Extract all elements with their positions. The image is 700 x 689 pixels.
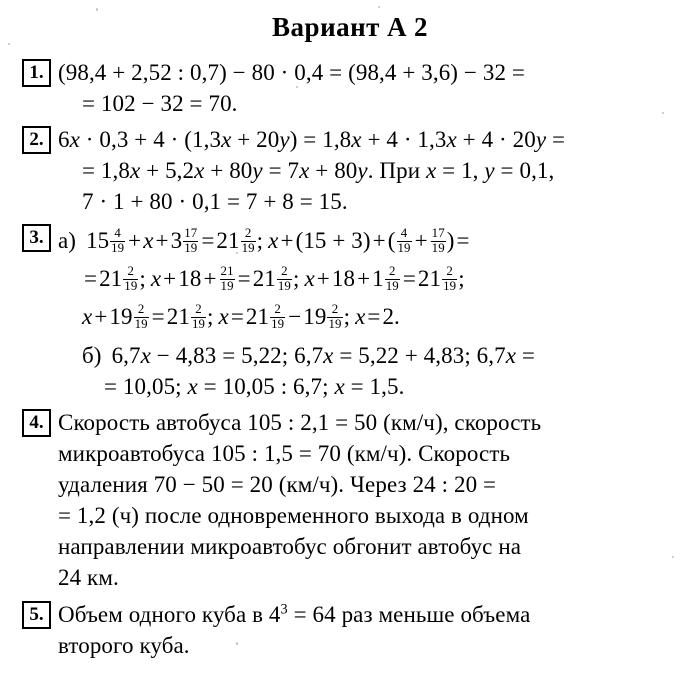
var-x: x <box>143 228 154 253</box>
t: = 1,5. <box>344 374 405 399</box>
subproblem-label-b: б) <box>82 343 102 368</box>
var-x: x <box>194 158 205 183</box>
problem-number-box-5: 5. <box>22 601 51 629</box>
problem-2-line-2 <box>58 155 700 186</box>
t: = 7 <box>262 158 300 183</box>
t: 18 <box>331 266 356 291</box>
t: 6,7 <box>111 343 141 368</box>
fraction-denominator: 19 <box>443 279 457 294</box>
problem-3 <box>0 222 700 402</box>
fraction-numerator: 17 <box>431 226 445 241</box>
fraction <box>220 265 235 293</box>
fraction-numerator: 2 <box>331 302 339 317</box>
fraction <box>191 303 206 331</box>
scan-speckle <box>96 8 98 11</box>
fraction <box>183 227 198 255</box>
t: = 1, <box>436 158 485 183</box>
fraction-numerator: 2 <box>195 302 202 317</box>
t: 3 <box>170 228 183 253</box>
t: 19 <box>109 304 133 329</box>
var-y: y <box>484 158 495 183</box>
fraction-denominator: 19 <box>328 317 342 332</box>
problem-5-line-2: второго куба. <box>58 633 190 658</box>
t: 21 <box>99 266 123 291</box>
fraction <box>134 303 149 331</box>
fraction-denominator: 19 <box>111 241 125 256</box>
t: 21 <box>417 266 442 291</box>
var-x: x <box>140 343 151 368</box>
problem-number-box-2: 2. <box>22 126 51 154</box>
page-title <box>0 0 700 49</box>
fraction-numerator: 2 <box>137 302 145 317</box>
t: = 0,1, <box>494 158 555 183</box>
fraction-denominator: 19 <box>277 279 291 294</box>
problem-4-line-2: микроавтобуса 105 : 1,5 = 70 (км/ч). Скорость <box>58 441 511 466</box>
problem-5 <box>0 599 700 661</box>
problem-1 <box>0 57 700 119</box>
fraction <box>241 227 256 255</box>
fraction-numerator: 21 <box>220 264 234 279</box>
fraction <box>123 265 138 293</box>
fraction <box>431 227 446 255</box>
var-x: x <box>446 127 457 152</box>
problem-5-line-1 <box>58 599 700 630</box>
t: = <box>546 127 566 152</box>
t: Объем одного куба в 4 <box>58 602 281 627</box>
t: = 64 раз меньше объема <box>287 602 531 627</box>
problem-4-line-6: 24 км. <box>58 565 119 590</box>
fraction <box>327 303 342 331</box>
problem-2 <box>0 124 700 217</box>
var-x: x <box>299 158 310 183</box>
var-x: x <box>268 228 279 253</box>
problem-4-line-5: направлении микроавтобус обгонит автобус на <box>58 534 522 559</box>
problem-3a-line-2: =21 $\frac{2}{19}$ ; x+18+ $\frac{21}{19}$ =21 $\frac{2}{19}$ ; x+18+1 $\frac{2}{19}$ =21 $\frac{2}{19}$ ; <box>84 264 465 294</box>
problem-4-line-4: = 1,2 (ч) после одновременного выхода в одном <box>58 503 529 528</box>
t: − 4,83 = 5,22; 6,7 <box>150 343 324 368</box>
fraction-numerator: 2 <box>127 264 135 279</box>
fraction-denominator: 19 <box>397 241 411 256</box>
t: 21 <box>245 304 270 329</box>
t: + 20 <box>231 127 280 152</box>
fraction-denominator: 19 <box>184 241 198 256</box>
problem-number-box-3: 3. <box>22 224 51 252</box>
subproblem-label-a: а) <box>58 228 77 253</box>
t: = 10,05 : 6,7; <box>197 374 335 399</box>
t: 21 <box>252 266 276 291</box>
scan-speckle <box>8 43 10 45</box>
t: = <box>516 343 535 368</box>
t: 18 <box>178 266 202 291</box>
problem-4-line-3: удаления 70 − 50 = 20 (км/ч). Через 24 : 20 = <box>58 472 497 497</box>
t: 21 <box>216 228 240 253</box>
t: + 80 <box>309 158 358 183</box>
exponent: 3 <box>280 601 288 618</box>
fraction <box>397 227 412 255</box>
t: = 1,8 <box>82 158 130 183</box>
var-y: y <box>535 127 547 152</box>
t: = 10,05; <box>104 374 188 399</box>
page-title-word: Вариант <box>272 12 380 42</box>
fraction-denominator: 19 <box>385 279 399 294</box>
var-x: x <box>69 127 80 152</box>
var-y: y <box>252 158 263 183</box>
t: = 5,22 + 4,83; 6,7 <box>333 343 506 368</box>
fraction-denominator: 19 <box>241 241 255 256</box>
var-x: x <box>304 266 315 291</box>
problem-3b-line-1 <box>58 340 700 371</box>
var-x: x <box>82 304 93 329</box>
fraction-denominator: 19 <box>431 241 445 256</box>
fraction-denominator: 19 <box>271 317 285 332</box>
var-x: x <box>221 127 232 152</box>
page-title-number: 2 <box>413 12 428 42</box>
fraction-denominator: 19 <box>220 279 234 294</box>
fraction-numerator: 17 <box>184 226 198 241</box>
fraction-numerator: 2 <box>389 264 396 279</box>
problem-2-line-1 <box>58 124 700 155</box>
fraction-denominator: 19 <box>124 279 138 294</box>
var-x: x <box>426 158 437 183</box>
fraction-denominator: 19 <box>191 317 206 332</box>
problem-3a-line-1: а) 15 $\frac{4}{19}$ +x+3 $\frac{17}{19}$ =21 $\frac{2}{19}$ ; x+(15 + 3)+( $\frac{4}{19}$ + $\frac{17}{19}$ )= <box>58 226 470 256</box>
t: + 4 · 20 <box>456 127 536 152</box>
fraction-numerator: 2 <box>244 226 252 241</box>
t: . При <box>367 158 426 183</box>
var-x: x <box>334 374 345 399</box>
problem-number-box-4: 4. <box>22 409 51 437</box>
var-x: x <box>505 343 517 368</box>
t: 15 <box>86 228 110 253</box>
t: + 5,2 <box>140 158 195 183</box>
t: 1 <box>372 266 384 291</box>
problem-4 <box>0 407 700 593</box>
var-x: x <box>218 304 229 329</box>
problem-1-line-1: (98,4 + 2,52 : 0,7) − 80 · 0,4 = (98,4 + 3,6) − 32 = <box>58 60 525 85</box>
t: 21 <box>166 304 190 329</box>
fraction-denominator: 19 <box>134 317 148 332</box>
fraction <box>277 265 292 293</box>
problem-2-line-3: 7 · 1 + 80 · 0,1 = 7 + 8 = 15. <box>82 189 348 214</box>
scan-speckle <box>378 6 380 8</box>
fraction-numerator: 2 <box>274 302 281 317</box>
fraction <box>110 227 125 255</box>
t: + 4 · 1,3 <box>361 127 447 152</box>
var-x: x <box>150 266 162 291</box>
t: ) = 1,8 <box>289 127 352 152</box>
var-y: y <box>279 127 290 152</box>
problem-number-box-1: 1. <box>22 59 51 87</box>
t: 6 <box>58 127 70 152</box>
fraction-numerator: 4 <box>114 226 121 241</box>
fraction <box>442 265 457 293</box>
fraction-numerator: 2 <box>281 264 288 279</box>
t: · 0,3 + 4 · (1,3 <box>79 127 222 152</box>
fraction-numerator: 4 <box>400 226 408 241</box>
problem-4-line-1: Скорость автобуса 105 : 2,1 = 50 (км/ч), скорость <box>58 410 542 435</box>
fraction <box>385 265 400 293</box>
var-x: x <box>129 158 141 183</box>
fraction <box>270 303 285 331</box>
var-x: x <box>355 304 366 329</box>
var-x: x <box>323 343 334 368</box>
t: + 80 <box>204 158 253 183</box>
var-x: x <box>187 374 198 399</box>
var-x: x <box>351 127 362 152</box>
problem-3a-line-3: x+19 $\frac{2}{19}$ =21 $\frac{2}{19}$ ; x=21 $\frac{2}{19}$ −19 $\frac{2}{19}$ ; x=2. <box>82 302 400 332</box>
problem-1-line-2: = 102 − 32 = 70. <box>82 91 238 116</box>
fraction-numerator: 2 <box>446 264 453 279</box>
page-title-letter: А <box>386 12 407 42</box>
problem-3b-line-2 <box>58 371 700 402</box>
var-y: y <box>357 158 368 183</box>
t: 19 <box>303 304 327 329</box>
